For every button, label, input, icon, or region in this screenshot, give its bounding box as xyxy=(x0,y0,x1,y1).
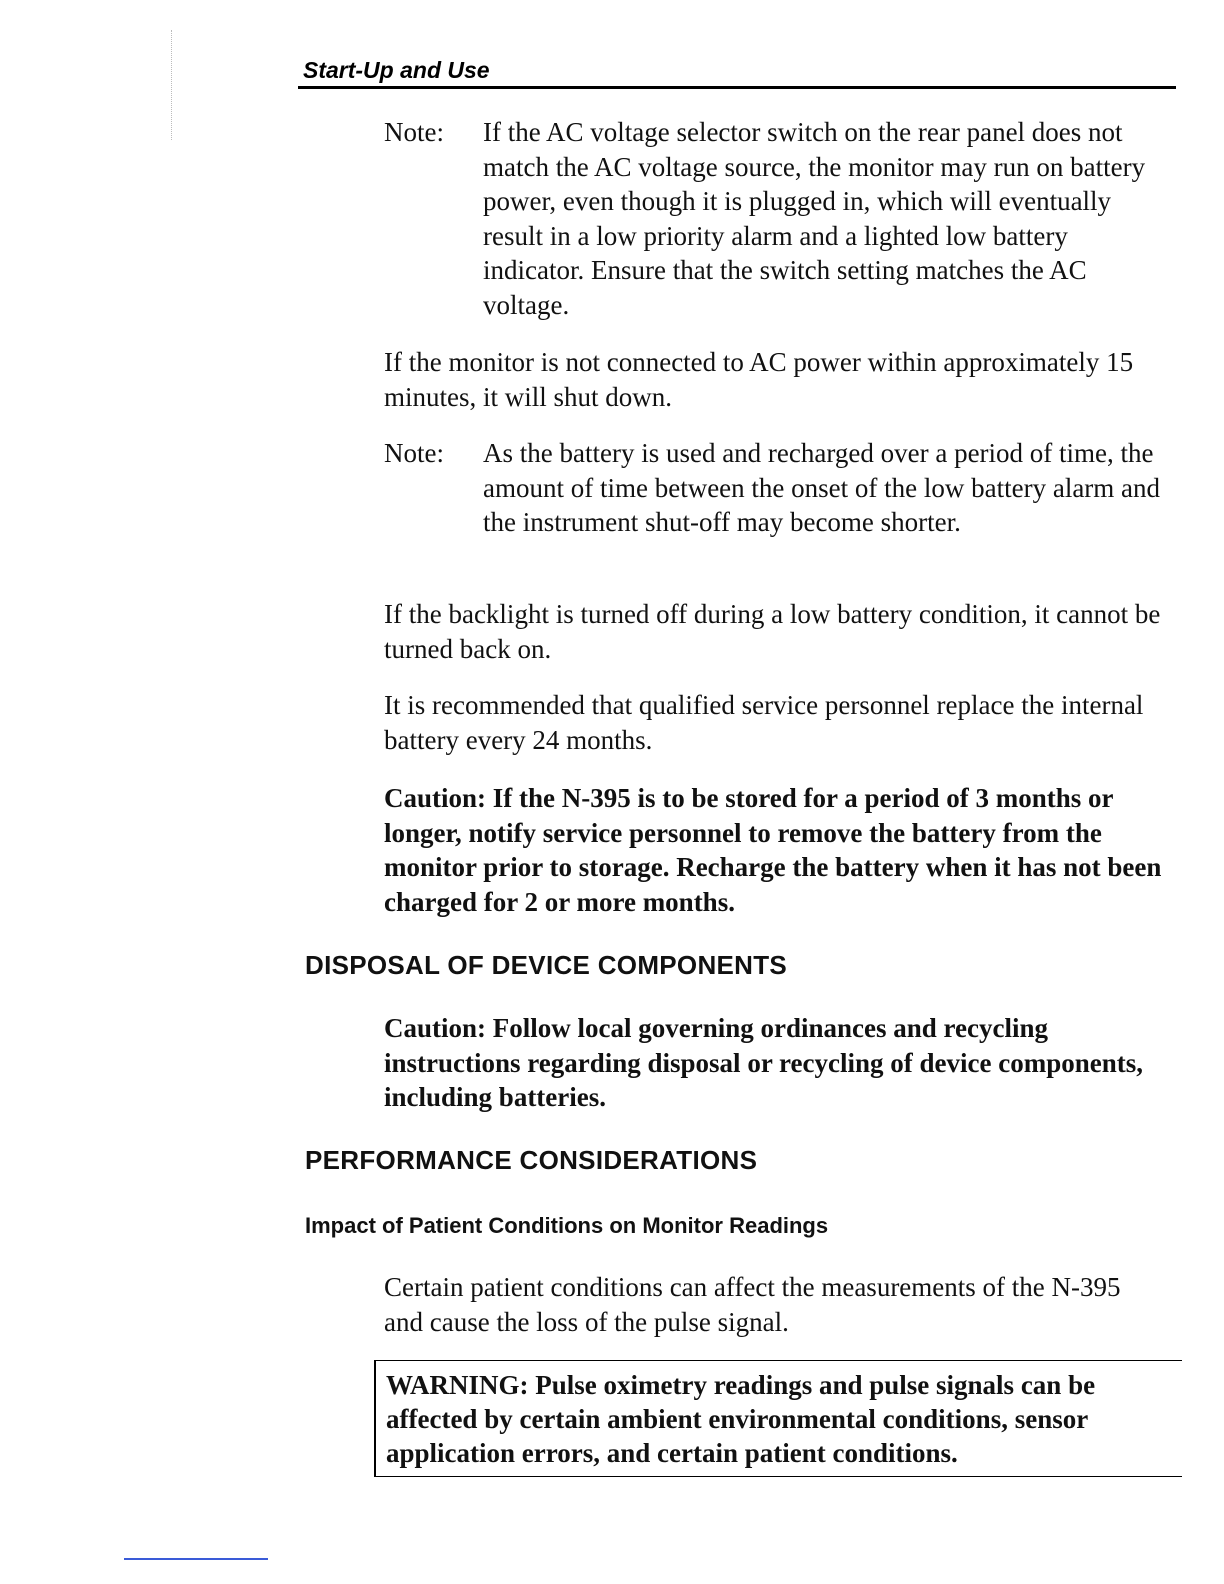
heading-performance: PERFORMANCE CONSIDERATIONS xyxy=(305,1145,758,1175)
footer-rule xyxy=(124,1558,268,1560)
note-voltage-selector xyxy=(384,115,1174,322)
note-label: Note: xyxy=(384,438,444,468)
paragraph-backlight: If the backlight is turned off during a low battery condition, it cannot be turned back on. xyxy=(384,599,1161,664)
paragraph-ac-power-shutdown: If the monitor is not connected to AC power within approximately 15 minutes, it will shut down. xyxy=(384,347,1134,412)
margin-marks xyxy=(171,30,174,140)
heading-disposal: DISPOSAL OF DEVICE COMPONENTS xyxy=(305,950,788,980)
subheading-patient-conditions: Impact of Patient Conditions on Monitor Readings xyxy=(305,1213,829,1238)
paragraph-patient-conditions: Certain patient conditions can affect the measurements of the N-395 and cause the loss of the pulse signal. xyxy=(384,1272,1121,1337)
page-header-title: Start-Up and Use xyxy=(303,57,490,83)
note-text: If the AC voltage selector switch on the rear panel does not match the AC voltage source, the monitor may run on battery power, even though it is plugged in, which will eventually result in a low priority alarm and a lighted low battery indicator. Ensure that the switch setting matches the AC voltage. xyxy=(483,117,1146,320)
warning-text: WARNING: Pulse oximetry readings and pulse signals can be affected by certain ambient environmental conditions, sensor application errors, and certain patient conditions. xyxy=(386,1370,1096,1468)
header-rule xyxy=(298,86,1176,89)
caution-disposal: Caution: Follow local governing ordinances and recycling instructions regarding disposal or recycling of device components, including batteries. xyxy=(384,1013,1143,1112)
caution-storage: Caution: If the N-395 is to be stored for a period of 3 months or longer, notify service personnel to remove the battery from the monitor prior to storage. Recharge the battery when it has not been charged for 2 or more months. xyxy=(384,783,1162,917)
paragraph-battery-replacement: It is recommended that qualified service personnel replace the internal battery every 24 months. xyxy=(384,690,1144,755)
note-battery-aging xyxy=(384,436,1174,540)
note-text: As the battery is used and recharged over a period of time, the amount of time between the onset of the low battery alarm and the instrument shut-off may become shorter. xyxy=(483,438,1161,537)
note-label: Note: xyxy=(384,117,444,147)
